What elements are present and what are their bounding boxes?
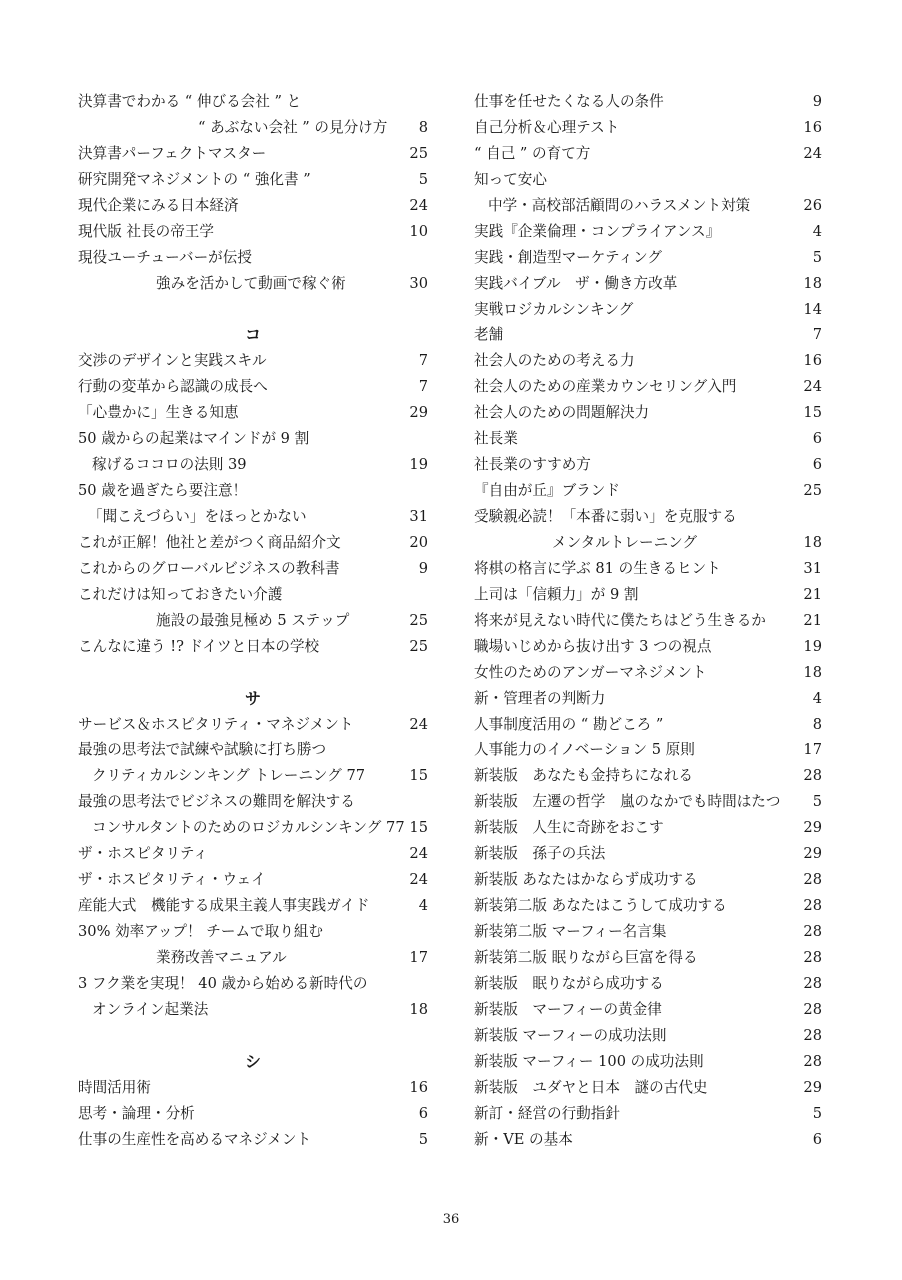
entry-page-number: 5: [418, 1130, 428, 1148]
entry-title: 研究開発マネジメントの “ 強化書 ”: [78, 170, 311, 188]
index-entry: [474, 815, 822, 841]
index-entry: [474, 789, 822, 815]
entry-page-number: 21: [803, 611, 822, 629]
entry-title: ザ・ホスピタリティ: [78, 845, 208, 863]
index-entry: [78, 115, 428, 141]
entry-title: 社会人のための考える力: [474, 352, 635, 370]
index-entry: [474, 374, 822, 400]
entry-title: こんなに違う !? ドイツと日本の学校: [78, 637, 320, 655]
entry-page-number: 17: [409, 948, 428, 966]
index-entry: [474, 556, 822, 582]
entry-title: 新装版 人生に奇跡をおこす: [474, 819, 664, 837]
entry-title: 中学・高校部活顧問のハラスメント対策: [488, 196, 751, 214]
entry-title: 新装版 眠りながら成功する: [474, 974, 664, 992]
index-entry: [474, 997, 822, 1023]
index-entry: [474, 1101, 822, 1127]
entry-title: 老舗: [474, 326, 504, 344]
section-spacer: [78, 660, 428, 686]
index-entry: [474, 634, 822, 660]
entry-page-number: 15: [409, 819, 428, 837]
index-entry: [78, 348, 428, 374]
index-entry: [78, 737, 428, 763]
entry-page-number: 6: [812, 1130, 822, 1148]
entry-page-number: 29: [803, 845, 822, 863]
index-entry: [78, 193, 428, 219]
index-entry: [78, 867, 428, 893]
entry-title: 新装版 孫子の兵法: [474, 845, 606, 863]
entry-page-number: 28: [803, 767, 822, 785]
entry-page-number: 19: [409, 456, 428, 474]
entry-title: 新装版 あなたはかならず成功する: [474, 871, 698, 889]
entry-title: 新装版 マーフィーの黄金律: [474, 1000, 662, 1018]
entry-page-number: 7: [418, 352, 428, 370]
section-heading: コ: [244, 325, 261, 345]
entry-page-number: 28: [803, 1026, 822, 1044]
entry-title: 交渉のデザインと実践スキル: [78, 352, 267, 370]
entry-title: 新訂・経営の行動指針: [474, 1104, 620, 1122]
index-entry: [78, 1127, 428, 1153]
entry-title: 業務改善マニュアル: [156, 948, 287, 966]
entry-title: 仕事を任せたくなる人の条件: [474, 93, 664, 110]
index-entry: [474, 193, 822, 219]
entry-title: 新・VE の基本: [474, 1130, 573, 1148]
entry-title: 新装版 マーフィーの成功法則: [474, 1026, 667, 1044]
index-entry: [474, 945, 822, 971]
index-entry: [78, 971, 428, 997]
entry-title: 「心豊かに」生きる知恵: [78, 404, 239, 422]
entry-title: 現代企業にみる日本経済: [78, 196, 239, 214]
entry-page-number: 14: [803, 300, 822, 318]
entry-page-number: 24: [803, 144, 822, 162]
index-entry: [474, 1023, 822, 1049]
entry-page-number: 18: [409, 1000, 428, 1018]
index-entry: [474, 919, 822, 945]
entry-page-number: 15: [803, 404, 822, 422]
entry-title: これからのグローバルビジネスの教科書: [78, 559, 340, 577]
index-entry: [474, 1049, 822, 1075]
left-index-column: [78, 89, 428, 1152]
entry-page-number: 21: [803, 585, 822, 603]
entry-title: サービス＆ホスピタリティ・マネジメント: [78, 715, 354, 733]
entry-page-number: 28: [803, 1000, 822, 1018]
entry-title: 思考・論理・分析: [78, 1104, 195, 1122]
index-entry: [474, 297, 822, 323]
index-entry: [78, 997, 428, 1023]
index-entry: [474, 271, 822, 297]
index-entry: [78, 608, 428, 634]
entry-page-number: 29: [409, 404, 428, 422]
index-entry: [78, 634, 428, 660]
index-entry: [78, 1075, 428, 1101]
index-entry: [78, 712, 428, 738]
entry-page-number: 6: [418, 1104, 428, 1122]
entry-title: 将棋の格言に学ぶ 81 の生きるヒント: [474, 559, 721, 577]
entry-page-number: 5: [812, 1104, 822, 1122]
index-entry: [474, 452, 822, 478]
entry-page-number: 8: [812, 715, 822, 733]
entry-title: 「聞こえづらい」をほっとかない: [88, 508, 307, 525]
entry-page-number: 28: [803, 871, 822, 889]
entry-page-number: 7: [812, 326, 822, 344]
section-spacer: [78, 297, 428, 323]
entry-title: 稼げるココロの法則 39: [92, 456, 247, 474]
index-entry: [78, 1101, 428, 1127]
entry-title: 新装版 マーフィー 100 の成功法則: [474, 1052, 704, 1070]
entry-title: 知って安心: [474, 170, 547, 188]
entry-title: “ 自己 ” の育て方: [474, 144, 591, 162]
index-entry: [474, 400, 822, 426]
entry-title: これが正解！他社と差がつく商品紹介文: [78, 533, 341, 551]
entry-title: 強みを活かして動画で稼ぐ術: [156, 274, 346, 292]
section-heading: サ: [244, 688, 261, 708]
entry-title: 現代版 社長の帝王学: [78, 222, 214, 240]
entry-title: 将来が見えない時代に僕たちはどう生きるか: [474, 611, 766, 629]
entry-title: オンライン起業法: [92, 1000, 209, 1018]
entry-title: 決算書でわかる “ 伸びる会社 ” と: [78, 93, 302, 110]
entry-title: 50 歳を過ぎたら要注意！: [78, 482, 248, 500]
entry-page-number: 6: [812, 430, 822, 448]
entry-page-number: 7: [418, 378, 428, 396]
entry-page-number: 29: [803, 1078, 822, 1096]
index-entry: [78, 374, 428, 400]
entry-page-number: 29: [803, 819, 822, 837]
entry-title: 新装第二版 あなたはこうして成功する: [474, 897, 727, 915]
entry-title: 社会人のための産業カウンセリング入門: [474, 378, 737, 396]
entry-title: 自己分析＆心理テスト: [474, 118, 620, 136]
index-entry: [78, 815, 428, 841]
entry-title: 実践『企業倫理・コンプライアンス』: [474, 222, 721, 240]
entry-page-number: 28: [803, 974, 822, 992]
entry-page-number: 31: [409, 508, 428, 525]
section-heading: シ: [244, 1051, 261, 1071]
entry-page-number: 16: [803, 352, 822, 370]
entry-title: 社長業: [474, 430, 518, 448]
index-entry: [474, 167, 822, 193]
index-entry: [474, 348, 822, 374]
index-entry: [474, 712, 822, 738]
entry-title: コンサルタントのためのロジカルシンキング 77: [92, 819, 405, 837]
index-entry: [474, 504, 822, 530]
entry-page-number: 16: [803, 118, 822, 136]
index-entry: [78, 219, 428, 245]
entry-page-number: 24: [409, 196, 428, 214]
entry-page-number: 31: [803, 559, 822, 577]
entry-page-number: 30: [409, 274, 428, 292]
entry-page-number: 16: [409, 1078, 428, 1096]
entry-page-number: 24: [803, 378, 822, 396]
entry-page-number: 24: [409, 871, 428, 889]
entry-page-number: 9: [418, 559, 428, 577]
entry-title: 人事制度活用の “ 勘どころ ”: [474, 715, 664, 733]
entry-title: 行動の変革から認識の成長へ: [78, 378, 268, 396]
index-entry: [78, 556, 428, 582]
entry-page-number: 24: [409, 715, 428, 733]
entry-title: 最強の思考法でビジネスの難問を解決する: [78, 793, 355, 811]
index-entry: [78, 919, 428, 945]
entry-title: 新装版 あなたも金持ちになれる: [474, 767, 693, 785]
index-entry: [474, 245, 822, 271]
entry-title: 実戦ロジカルシンキング: [474, 300, 634, 318]
entry-page-number: 18: [803, 533, 822, 551]
entry-title: メンタルトレーニング: [552, 533, 698, 551]
index-entry: [474, 763, 822, 789]
entry-page-number: 4: [812, 689, 822, 707]
entry-page-number: 18: [803, 274, 822, 292]
entry-page-number: 6: [812, 456, 822, 474]
entry-title: 新装版 左遷の哲学 嵐のなかでも時間はたつ: [474, 793, 781, 811]
entry-page-number: 4: [418, 897, 428, 915]
index-entry: [474, 841, 822, 867]
entry-page-number: 19: [803, 637, 822, 655]
entry-title: 新装第二版 マーフィー名言集: [474, 923, 667, 940]
entry-title: 30% 効率アップ！ チームで取り組む: [78, 923, 324, 940]
index-entry: [78, 271, 428, 297]
entry-page-number: 5: [812, 248, 822, 266]
entry-title: 社長業のすすめ方: [474, 456, 591, 474]
entry-page-number: 28: [803, 923, 822, 940]
index-entry: [78, 893, 428, 919]
entry-title: クリティカルシンキング トレーニング 77: [92, 767, 366, 785]
index-entry: [474, 660, 822, 686]
index-entry: [474, 478, 822, 504]
entry-page-number: 25: [803, 482, 822, 500]
entry-page-number: 4: [812, 222, 822, 240]
entry-title: 新装第二版 眠りながら巨富を得る: [474, 948, 698, 966]
entry-title: 実践バイブル ザ・働き方改革: [474, 274, 678, 292]
entry-page-number: 17: [803, 741, 822, 759]
index-entry: [474, 219, 822, 245]
entry-title: 産能大式 機能する成果主義人事実践ガイド: [78, 897, 370, 915]
index-entry: [78, 167, 428, 193]
index-entry: [78, 763, 428, 789]
index-entry: [78, 400, 428, 426]
index-entry: [474, 971, 822, 997]
index-entry: [78, 141, 428, 167]
entry-title: ザ・ホスピタリティ・ウェイ: [78, 871, 266, 889]
entry-title: 最強の思考法で試練や試験に打ち勝つ: [78, 741, 327, 759]
entry-page-number: 24: [409, 845, 428, 863]
index-entry: [474, 89, 822, 115]
entry-title: 仕事の生産性を高めるマネジメント: [78, 1130, 312, 1148]
entry-title: 50 歳からの起業はマインドが 9 割: [78, 430, 310, 448]
index-entry: [474, 426, 822, 452]
entry-page-number: 15: [409, 767, 428, 785]
entry-title: 人事能力のイノベーション 5 原則: [474, 741, 695, 759]
entry-title: “ あぶない会社 ” の見分け方: [198, 118, 388, 136]
entry-page-number: 28: [803, 1052, 822, 1070]
entry-page-number: 18: [803, 663, 822, 681]
index-entry: [78, 530, 428, 556]
index-entry: [474, 530, 822, 556]
entry-page-number: 5: [812, 793, 822, 811]
entry-page-number: 8: [418, 118, 428, 136]
entry-title: 新・管理者の判断力: [474, 689, 606, 707]
entry-title: 決算書パーフェクトマスター: [78, 144, 267, 162]
entry-page-number: 26: [803, 196, 822, 214]
entry-title: 受験親必読！「本番に弱い」を克服する: [474, 508, 737, 525]
index-entry: [78, 426, 428, 452]
entry-page-number: 28: [803, 948, 822, 966]
index-entry: [474, 115, 822, 141]
entry-title: 実践・創造型マーケティング: [474, 248, 662, 266]
entry-title: これだけは知っておきたい介護: [78, 585, 283, 603]
entry-page-number: 5: [418, 170, 428, 188]
index-entry: [474, 141, 822, 167]
index-entry: [474, 737, 822, 763]
index-entry: [474, 1075, 822, 1101]
entry-page-number: 25: [409, 144, 428, 162]
right-index-column: [474, 89, 822, 1152]
entry-page-number: 25: [409, 611, 428, 629]
entry-title: 現役ユーチューバーが伝授: [78, 248, 252, 266]
entry-title: 女性のためのアンガーマネジメント: [474, 663, 707, 681]
entry-page-number: 28: [803, 897, 822, 915]
entry-title: 新装版 ユダヤと日本 謎の古代史: [474, 1078, 708, 1096]
index-entry: [78, 504, 428, 530]
index-entry: [474, 893, 822, 919]
index-entry: [474, 608, 822, 634]
index-entry: [78, 245, 428, 271]
index-entry: [78, 478, 428, 504]
index-entry: [474, 582, 822, 608]
entry-title: 社会人のための問題解決力: [474, 404, 650, 422]
entry-title: 職場いじめから抜け出す 3 つの視点: [474, 637, 712, 655]
index-entry: [78, 89, 428, 115]
index-entry: [78, 452, 428, 478]
entry-page-number: 25: [409, 637, 428, 655]
entry-page-number: 9: [812, 93, 822, 110]
index-entry: [474, 322, 822, 348]
index-entry: [474, 1127, 822, 1153]
index-entry: [78, 582, 428, 608]
index-entry: [474, 867, 822, 893]
index-entry: [78, 789, 428, 815]
index-entry: [78, 841, 428, 867]
page-number: 36: [442, 1212, 460, 1227]
entry-page-number: 10: [409, 222, 428, 240]
entry-title: 『自由が丘』ブランド: [474, 482, 620, 500]
index-entry: [78, 945, 428, 971]
entry-page-number: 20: [409, 533, 428, 551]
entry-title: 上司は「信頼力」が 9 割: [474, 585, 639, 603]
section-spacer: [78, 1023, 428, 1049]
entry-title: 施設の最強見極め 5 ステップ: [156, 611, 350, 629]
entry-title: 3 フク業を実現！ 40 歳から始める新時代の: [78, 974, 368, 992]
index-entry: [474, 686, 822, 712]
entry-title: 時間活用術: [78, 1078, 151, 1096]
